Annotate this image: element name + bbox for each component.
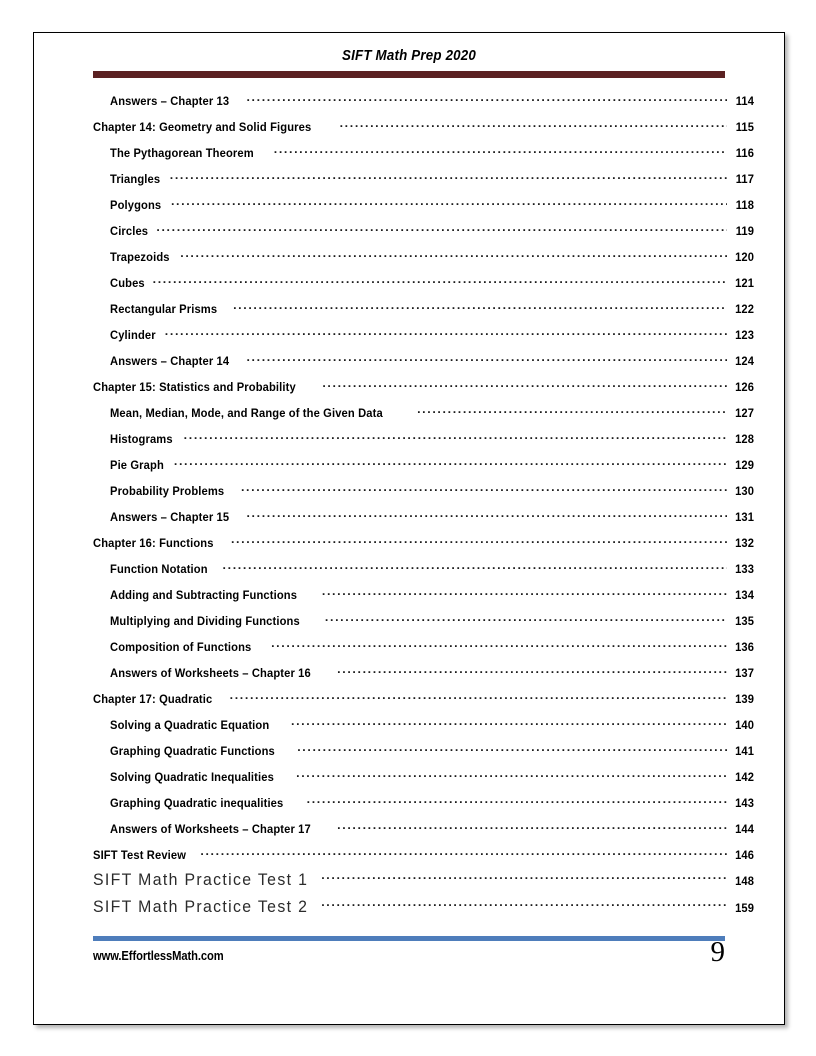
toc-entry[interactable] xyxy=(34,896,784,923)
toc-entry-title: Function Notation xyxy=(110,562,208,576)
toc-entry-title: Triangles xyxy=(110,172,161,186)
toc-dot-leader xyxy=(337,661,727,677)
toc-dot-leader xyxy=(170,167,727,183)
toc-entry-page-number: 117 xyxy=(735,172,754,186)
toc-entry-page-number: 139 xyxy=(735,692,754,706)
toc-entry-page-number: 128 xyxy=(735,432,754,446)
toc-entry-title: SIFT Math Practice Test 1 xyxy=(93,871,309,889)
toc-dot-leader xyxy=(184,427,727,443)
toc-entry[interactable] xyxy=(34,791,784,817)
toc-entry[interactable] xyxy=(34,427,784,453)
toc-dot-leader xyxy=(165,323,727,339)
toc-entry-page-number: 122 xyxy=(735,302,754,316)
toc-dot-leader xyxy=(246,89,727,105)
toc-entry[interactable] xyxy=(34,713,784,739)
toc-entry-title: Probability Problems xyxy=(110,484,225,498)
toc-entry-title: Circles xyxy=(110,224,149,238)
toc-entry-title: Adding and Subtracting Functions xyxy=(110,588,298,602)
toc-entry[interactable] xyxy=(34,609,784,635)
toc-entry[interactable] xyxy=(34,271,784,297)
toc-dot-leader xyxy=(200,843,727,859)
toc-entry[interactable] xyxy=(34,505,784,531)
toc-dot-leader xyxy=(223,557,727,573)
toc-entry[interactable] xyxy=(34,557,784,583)
toc-entry-title: Mean, Median, Mode, and Range of the Given Data xyxy=(110,406,383,420)
toc-entry[interactable] xyxy=(34,687,784,713)
toc-entry[interactable] xyxy=(34,583,784,609)
header-rule xyxy=(93,71,725,78)
toc-dot-leader xyxy=(322,375,727,391)
toc-dot-leader xyxy=(246,505,727,521)
toc-entry-page-number: 123 xyxy=(735,328,754,342)
running-footer xyxy=(34,936,784,1000)
toc-entry[interactable] xyxy=(34,89,784,115)
toc-entry-page-number: 143 xyxy=(735,796,754,810)
toc-entry-page-number: 146 xyxy=(735,848,754,862)
toc-dot-leader xyxy=(417,401,727,417)
toc-dot-leader xyxy=(230,687,727,703)
toc-entry-title: Polygons xyxy=(110,198,162,212)
toc-entry-title: Trapezoids xyxy=(110,250,170,264)
toc-entry-title: Chapter 16: Functions xyxy=(93,536,214,550)
toc-entry[interactable] xyxy=(34,739,784,765)
toc-entry-title: Histograms xyxy=(110,432,173,446)
toc-entry[interactable] xyxy=(34,167,784,193)
toc-dot-leader xyxy=(274,141,727,157)
toc-dot-leader xyxy=(233,297,727,313)
toc-entry-page-number: 136 xyxy=(735,640,754,654)
toc-entry[interactable] xyxy=(34,375,784,401)
toc-entry-title: Chapter 15: Statistics and Probability xyxy=(93,380,296,394)
toc-entry-title: Solving Quadratic Inequalities xyxy=(110,770,274,784)
toc-entry-page-number: 129 xyxy=(735,458,754,472)
toc-entry-title: Rectangular Prisms xyxy=(110,302,218,316)
toc-entry-title: SIFT Math Practice Test 2 xyxy=(93,898,309,916)
toc-entry-title: SIFT Test Review xyxy=(93,848,187,862)
toc-entry-title: Answers – Chapter 14 xyxy=(110,354,230,368)
toc-dot-leader xyxy=(271,635,727,651)
toc-entry[interactable] xyxy=(34,843,784,869)
toc-entry-title: Graphing Quadratic Functions xyxy=(110,744,275,758)
toc-entry[interactable] xyxy=(34,323,784,349)
toc-entry[interactable] xyxy=(34,531,784,557)
toc-entry[interactable] xyxy=(34,297,784,323)
toc-entry[interactable] xyxy=(34,661,784,687)
header-title: SIFT Math Prep 2020 xyxy=(342,48,476,64)
toc-dot-leader xyxy=(297,739,727,755)
toc-entry-title: Answers of Worksheets – Chapter 16 xyxy=(110,666,311,680)
toc-entry-page-number: 135 xyxy=(735,614,754,628)
toc-entry-title: Answers of Worksheets – Chapter 17 xyxy=(110,822,311,836)
toc-entry-title: Chapter 17: Quadratic xyxy=(93,692,213,706)
toc-entry[interactable] xyxy=(34,141,784,167)
toc-entry-page-number: 130 xyxy=(735,484,754,498)
toc-dot-leader xyxy=(180,245,727,261)
toc-dot-leader xyxy=(296,765,727,781)
toc-entry-page-number: 115 xyxy=(735,120,754,134)
toc-entry-page-number: 118 xyxy=(735,198,754,212)
toc-entry[interactable] xyxy=(34,115,784,141)
toc-entry-title: Chapter 14: Geometry and Solid Figures xyxy=(93,120,312,134)
toc-entry-page-number: 142 xyxy=(735,770,754,784)
toc-dot-leader xyxy=(291,713,727,729)
toc-dot-leader xyxy=(153,271,727,287)
toc-entry-page-number: 133 xyxy=(735,562,754,576)
toc-dot-leader xyxy=(340,115,727,131)
toc-entry-title: Pie Graph xyxy=(110,458,164,472)
toc-entry[interactable] xyxy=(34,245,784,271)
toc-entry-page-number: 114 xyxy=(735,94,754,108)
toc-entry[interactable] xyxy=(34,869,784,896)
toc-entry-page-number: 132 xyxy=(735,536,754,550)
toc-entry-page-number: 120 xyxy=(735,250,754,264)
toc-entry-title: Answers – Chapter 15 xyxy=(110,510,230,524)
toc-entry-page-number: 137 xyxy=(735,666,754,680)
document-page xyxy=(33,32,785,1025)
toc-entry-title: Composition of Functions xyxy=(110,640,252,654)
toc-entry[interactable] xyxy=(34,453,784,479)
toc-entry-page-number: 141 xyxy=(735,744,754,758)
toc-entry-page-number: 144 xyxy=(735,822,754,836)
toc-entry-title: Answers – Chapter 13 xyxy=(110,94,230,108)
toc-entry[interactable] xyxy=(34,817,784,843)
toc-entry-title: Solving a Quadratic Equation xyxy=(110,718,270,732)
toc-dot-leader xyxy=(337,817,727,833)
toc-entry-title: Multiplying and Dividing Functions xyxy=(110,614,300,628)
toc-dot-leader xyxy=(325,609,727,625)
toc-entry-page-number: 134 xyxy=(735,588,754,602)
toc-entry-page-number: 148 xyxy=(735,874,754,888)
toc-entry-page-number: 140 xyxy=(735,718,754,732)
footer-rule xyxy=(93,936,725,941)
toc-entry[interactable] xyxy=(34,635,784,661)
toc-dot-leader xyxy=(171,193,727,209)
toc-entry[interactable] xyxy=(34,401,784,427)
toc-entry[interactable] xyxy=(34,765,784,791)
toc-dot-leader xyxy=(322,583,727,599)
toc-dot-leader xyxy=(174,453,727,469)
toc-entry-title: The Pythagorean Theorem xyxy=(110,146,254,160)
toc-dot-leader xyxy=(246,349,727,365)
toc-entry-page-number: 119 xyxy=(735,224,754,238)
toc-entry[interactable] xyxy=(34,349,784,375)
toc-entry-page-number: 121 xyxy=(735,276,754,290)
footer-website-url[interactable]: www.EffortlessMath.com xyxy=(93,948,224,963)
footer-page-number: 9 xyxy=(710,936,725,968)
toc-entry-page-number: 116 xyxy=(735,146,754,160)
toc-dot-leader xyxy=(307,791,727,807)
toc-dot-leader xyxy=(156,219,727,235)
table-of-contents xyxy=(34,89,784,923)
toc-dot-leader xyxy=(231,531,727,547)
toc-dot-leader xyxy=(321,869,727,885)
toc-entry-page-number: 159 xyxy=(735,901,754,915)
toc-entry[interactable] xyxy=(34,219,784,245)
toc-entry-title: Graphing Quadratic inequalities xyxy=(110,796,284,810)
toc-entry[interactable] xyxy=(34,479,784,505)
toc-entry[interactable] xyxy=(34,193,784,219)
toc-entry-page-number: 124 xyxy=(735,354,754,368)
toc-entry-page-number: 127 xyxy=(735,406,754,420)
toc-dot-leader xyxy=(321,896,727,912)
toc-dot-leader xyxy=(241,479,727,495)
toc-entry-title: Cubes xyxy=(110,276,145,290)
toc-entry-title: Cylinder xyxy=(110,328,156,342)
toc-entry-page-number: 126 xyxy=(735,380,754,394)
running-header xyxy=(34,33,784,81)
toc-entry-page-number: 131 xyxy=(735,510,754,524)
